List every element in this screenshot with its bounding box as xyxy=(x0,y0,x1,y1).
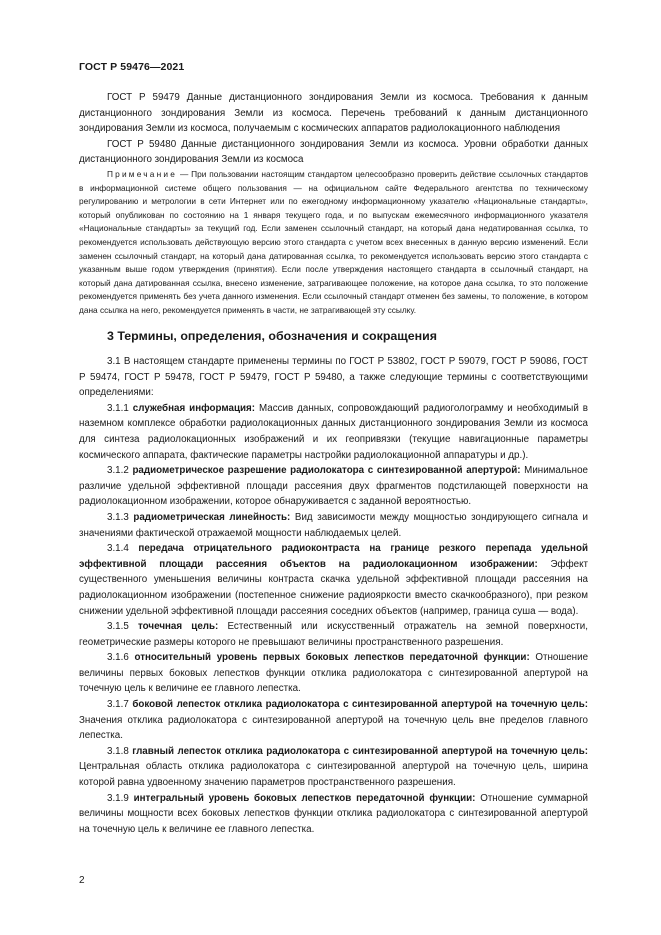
term-name: боковой лепесток отклика радиолокатора с синтезированной апертурой на точечную цель: xyxy=(132,699,588,711)
term-paragraph-3-1-7 xyxy=(79,697,588,744)
term-name: относительный уровень первых боковых лепестков передаточной функции: xyxy=(134,652,530,664)
page-number: 2 xyxy=(79,875,85,886)
reference-gost-59480: ГОСТ Р 59480 Данные дистанционного зондирования Земли из космоса. Уровни обработки данных дистанционного зондирования Земли из космоса xyxy=(79,138,588,166)
term-name: главный лепесток отклика радиолокатора с синтезированной апертурой на точечную цель: xyxy=(132,745,588,757)
term-name: служебная информация: xyxy=(132,402,255,414)
term-paragraph-3-1-4 xyxy=(79,541,588,619)
term-paragraph-3-1-2 xyxy=(79,463,588,510)
term-definition: Минимальное различие удельной эффективной площади рассеяния двух фрагментов подстилающей поверхности на радиолокационном изображении, которое обнаруживается с заданной вероятностью. xyxy=(79,465,588,508)
page-header-title: ГОСТ Р 59476—2021 xyxy=(79,61,185,73)
term-number: 3.1.9 xyxy=(107,792,129,804)
term-name: передача отрицательного радиоконтраста на границе резкого перепада удельной эффективной площади рассеяния объектов на радиолокационном изображении: xyxy=(79,543,588,570)
term-number: 3.1.3 xyxy=(107,511,129,523)
note-block xyxy=(79,168,588,318)
term-number: 3.1.5 xyxy=(107,621,129,633)
term-number: 3.1.1 xyxy=(107,402,129,414)
note-label: Примечание xyxy=(107,169,178,179)
term-definition: Отношение суммарной величины мощности всех боковых лепестков функции отклика радиолокатора с синтезированной апертурой на точечную цель к величине ее главного лепестка. xyxy=(79,792,588,835)
term-number: 3.1.8 xyxy=(107,745,129,757)
term-name: радиометрическое разрешение радиолокатора с синтезированной апертурой: xyxy=(132,465,521,477)
term-paragraph-3-1-9 xyxy=(79,791,588,838)
term-definition: Центральная область отклика радиолокатора с синтезированной апертурой на точечную цель, ширина которой равна удвоенному значению параметров пространственного разрешения. xyxy=(79,761,588,789)
term-definition: Вид зависимости между мощностью зондирующего сигнала и значениями фактической отражаемой мощности наблюдаемых целей. xyxy=(79,511,588,539)
terms-block xyxy=(79,354,588,837)
term-name: интегральный уровень боковых лепестков передаточной функции: xyxy=(133,792,476,804)
term-definition: Значения отклика радиолокатора с синтезированной апертурой на точечную цель вне пределов главного лепестка. xyxy=(79,714,588,742)
term-definition: Естественный или искусственный отражатель на земной поверхности, геометрические размеры которого не превышают величины пространственного разрешения. xyxy=(79,621,588,648)
term-number: 3.1.6 xyxy=(107,652,129,664)
term-name: радиометрическая линейность: xyxy=(133,511,291,523)
term-definition: Массив данных, сопровождающий радиоголограмму и необходимый в наземном комплексе обработки радиолокационных данных дистанционного зондирования Земли из космоса для синтеза радиолокационных изображений и их геопривязки (текущие навигационные параметры космического аппарата, фактические параметры настройки радиолокационной аппаратуры и др.). xyxy=(79,402,588,461)
note-paragraph xyxy=(79,168,588,318)
term-paragraph-3-1-5 xyxy=(79,619,588,650)
references-block xyxy=(79,90,588,168)
term-definition: Отношение величины первых боковых лепестков функции отклика радиолокатора с синтезированной апертурой на точечную цель к величине ее главного лепестка. xyxy=(79,652,589,695)
note-text: — При пользовании настоящим стандартом целесообразно проверить действие ссылочных стандартов в информационной системе общего пользования — на официальном сайте Федерального агентства по техническому регулированию и метрологии в сети Интернет или по ежегодному информационному указателю «Национальные стандарты», который опубликован по состоянию на 1 января текущего года, и по выпускам ежемесячного информационного указателя «Национальные стандарты» за текущий год. Если заменен ссылочный стандарт, на который дана недатированная ссылка, то рекомендуется использовать действующую версию этого стандарта с учетом всех внесенных в данную версию изменений. Если заменен ссылочный стандарт, на который дана датированная ссылка, то рекомендуется использовать версию этого стандарта с указанным выше годом утверждения (принятия). Если после утверждения настоящего стандарта в ссылочный стандарт, на который дана датированная ссылка, внесено изменение, затрагивающее положение, на которое дана ссылка, то это положение рекомендуется применять без учета данного изменения. Если ссылочный стандарт отменен без замены, то положение, в котором дана ссылка на него, рекомендуется применять в части, не затрагивающей эту ссылку. xyxy=(79,169,588,315)
term-definition: Эффект существенного уменьшения величины контраста скачка удельной эффективной площади рассеяния на радиолокационном изображении (постепенное снижение радиояркости вместо скачкообразного), при резком снижении удельной эффективной площади рассеяния соседних объектов (например, граница суша — вода). xyxy=(79,558,588,617)
section-title: 3 Термины, определения, обозначения и сокращения xyxy=(107,329,437,343)
term-paragraph-3-1-3 xyxy=(79,510,588,541)
term-number: 3.1.4 xyxy=(107,543,129,555)
term-number: 3.1.7 xyxy=(107,699,129,711)
term-name: точечная цель: xyxy=(138,621,219,633)
term-paragraph-3-1-1 xyxy=(79,401,588,463)
reference-gost-59479: ГОСТ Р 59479 Данные дистанционного зондирования Земли из космоса. Требования к данным дистанционного зондирования Земли из космоса. Перечень требований к данным дистанционного зондирования Земли из космоса, получаемым с космических аппаратов радиолокационного наблюдения xyxy=(79,92,588,135)
term-number: 3.1.2 xyxy=(107,465,129,477)
term-paragraph-3-1-6 xyxy=(79,650,588,697)
term-paragraph-3-1-8 xyxy=(79,744,588,791)
intro-paragraph: 3.1 В настоящем стандарте применены термины по ГОСТ Р 53802, ГОСТ Р 59079, ГОСТ Р 59086, ГОСТ Р 59474, ГОСТ Р 59478, ГОСТ Р 59479, ГОСТ Р 59480, а также следующие термины с соответствующими определениями: xyxy=(79,356,588,399)
